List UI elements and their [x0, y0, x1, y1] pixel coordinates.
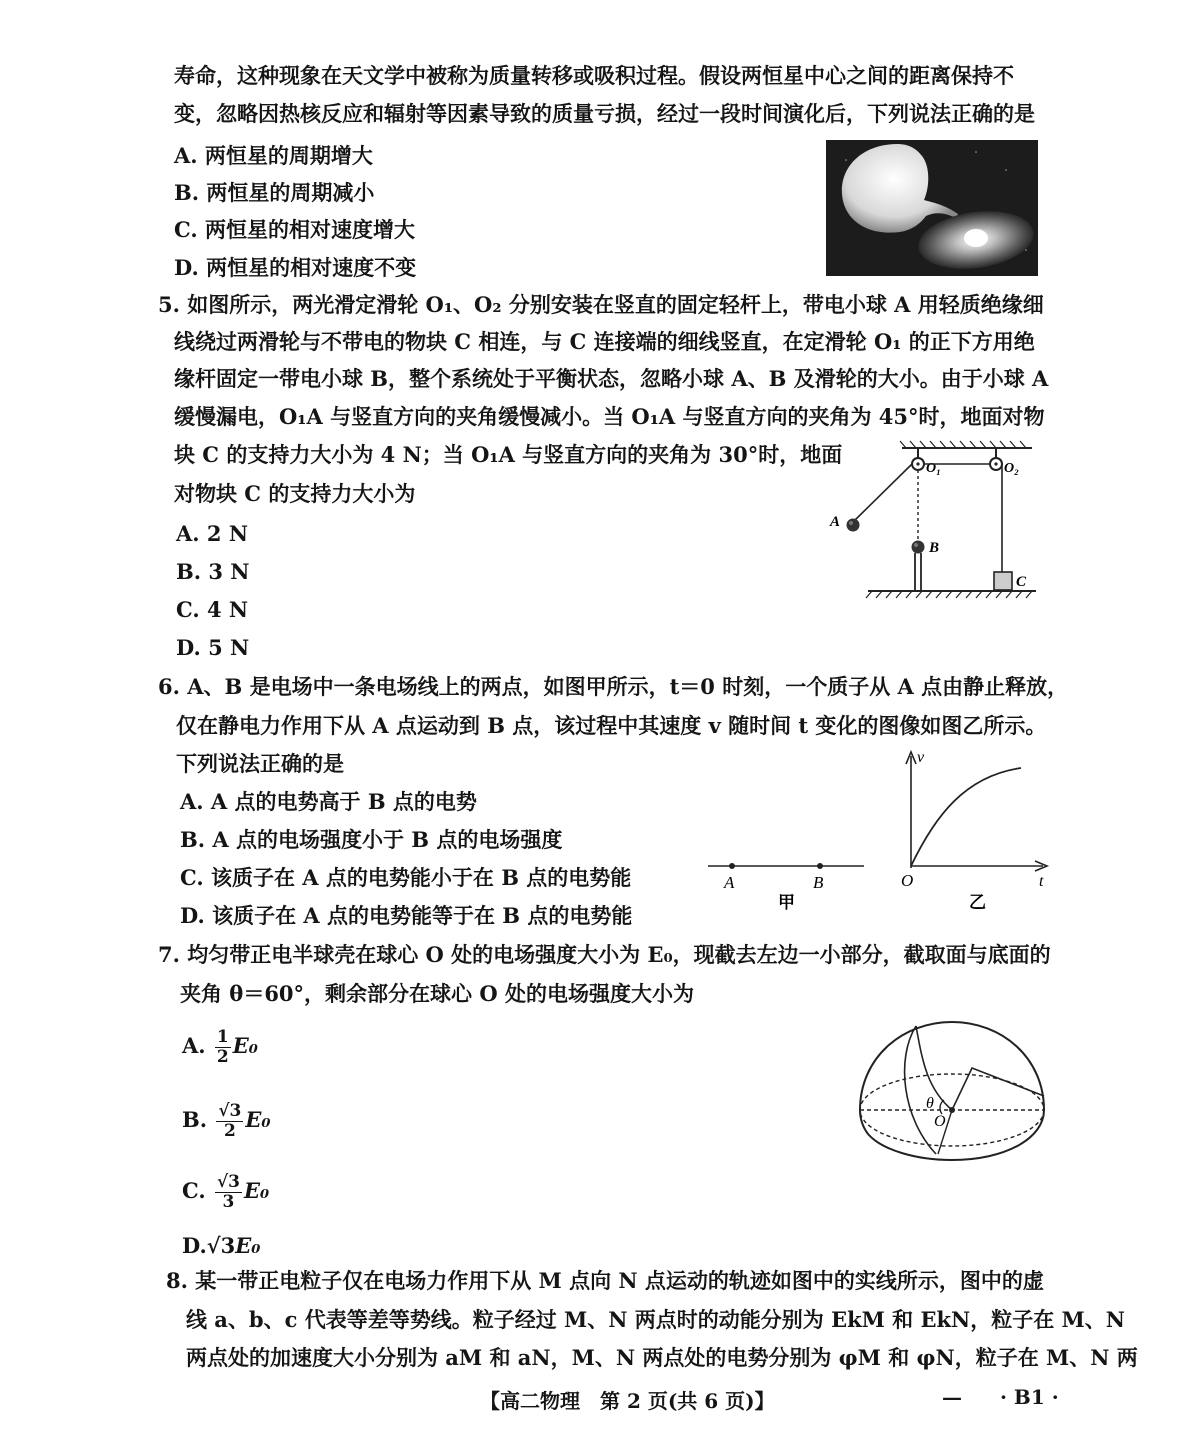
q5-option-c: C. 4 N	[176, 597, 249, 622]
q7-option-b: B. $\frac{√3}{2}$ E₀	[182, 1101, 271, 1141]
q5-stem-line-1: 5. 如图所示，两光滑定滑轮 O₁、O₂ 分别安装在竖直的固定轻杆上，带电小球 A 用轻质绝缘细	[158, 292, 1044, 317]
ball-b	[912, 541, 925, 554]
q6-stem-line-2: 仅在静电力作用下从 A 点运动到 B 点，该过程中其速度 v 随时间 t 变化的图像如图乙所示。	[176, 713, 1047, 738]
label-point-a: A	[724, 873, 735, 892]
label-b: B	[929, 540, 940, 556]
q4-stem-line-1: 寿命，这种现象在天文学中被称为质量转移或吸积过程。假设两恒星中心之间的距离保持不	[174, 63, 1014, 88]
q8-stem-line-1: 8. 某一带正电粒子仅在电场力作用下从 M 点向 N 点运动的轨迹如图中的实线所示，图中的虚	[166, 1268, 1044, 1293]
hemisphere-outline	[860, 1022, 1044, 1160]
q5-stem-line-4: 缓慢漏电，O₁A 与竖直方向的夹角缓慢减小。当 O₁A 与竖直方向的夹角为 45°时，地面对物	[174, 404, 1045, 429]
q6-stem-line-1: 6. A、B 是电场中一条电场线上的两点，如图甲所示，t＝0 时刻，一个质子从 A 点由静止释放，	[158, 674, 1069, 699]
page-footer: 【高二物理 第 2 页(共 6 页)】	[480, 1389, 775, 1413]
q5-stem-line-5: 块 C 的支持力大小为 4 N；当 O₁A 与竖直方向的夹角为 30°时，地面	[174, 442, 843, 467]
label-c: C	[1016, 574, 1027, 590]
q8-stem-line-2: 线 a、b、c 代表等差等势线。粒子经过 M、N 两点时的动能分别为 EkM 和 EkN，粒子在 M、N	[186, 1307, 1125, 1332]
label-o2: O₂	[1004, 461, 1019, 476]
ball-a	[847, 519, 860, 532]
footer-code: · B1 ·	[1000, 1385, 1059, 1409]
q7-stem-line-2: 夹角 θ＝60°，剩余部分在球心 O 处的电场强度大小为	[180, 981, 694, 1006]
binary-star-image	[826, 140, 1038, 276]
caption-jia: 甲	[778, 893, 795, 912]
center-o	[949, 1107, 955, 1113]
label-a: A	[830, 514, 841, 530]
q5-stem-line-3: 缘杆固定一带电小球 B，整个系统处于平衡状态，忽略小球 A、B 及滑轮的大小。由于小球 A	[174, 366, 1049, 391]
q4-option-b: B. 两恒星的周期减小	[174, 180, 375, 205]
hemisphere-figure	[856, 1018, 1048, 1168]
center-label: O	[934, 1113, 946, 1130]
q6-option-d: D. 该质子在 A 点的电势能等于在 B 点的电势能	[180, 903, 633, 928]
vt-graph-figure	[895, 746, 1055, 916]
label-o1: O₁	[926, 461, 941, 476]
q5-option-b: B. 3 N	[176, 559, 250, 584]
field-line-figure	[704, 850, 874, 920]
q4-option-c: C. 两恒星的相对速度增大	[174, 217, 415, 242]
q6-option-a: A. A 点的电势高于 B 点的电势	[180, 789, 477, 814]
q4-stem-line-2: 变，忽略因热核反应和辐射等因素导致的质量亏损，经过一段时间演化后，下列说法正确的是	[174, 101, 1035, 126]
origin-label: O	[901, 871, 914, 890]
q8-stem-line-3: 两点处的加速度大小分别为 aM 和 aN，M、N 两点处的电势分别为 φM 和 φN，粒子在 M、N 两	[186, 1345, 1138, 1370]
pulley-figure	[820, 440, 1045, 605]
q6-option-b: B. A 点的电场强度小于 B 点的电场强度	[180, 827, 563, 852]
point-b	[817, 863, 823, 869]
q7-option-d: D.√3E₀	[182, 1233, 261, 1258]
q6-stem-line-3: 下列说法正确的是	[176, 751, 344, 776]
q7-option-c: C. $\frac{√3}{3}$ E₀	[182, 1172, 270, 1212]
q4-option-a: A. 两恒星的周期增大	[174, 143, 373, 168]
q5-option-d: D. 5 N	[176, 635, 250, 660]
q5-option-a: A. 2 N	[176, 521, 249, 546]
q5-stem-line-6: 对物块 C 的支持力大小为	[174, 481, 416, 506]
q7-option-a: A. $\frac{1}{2}$ E₀	[182, 1027, 258, 1067]
velocity-curve	[911, 768, 1021, 866]
theta-label: θ	[926, 1095, 934, 1112]
axis-v-label: v	[917, 749, 925, 766]
caption-yi: 乙	[969, 893, 986, 912]
q7-stem-line-1: 7. 均匀带正电半球壳在球心 O 处的电场强度大小为 E₀，现截去左边一小部分，截取面与底面的	[158, 942, 1051, 967]
axis-t-label: t	[1039, 873, 1044, 890]
q6-option-c: C. 该质子在 A 点的电势能小于在 B 点的电势能	[180, 865, 632, 890]
label-point-b: B	[813, 873, 824, 892]
point-a	[729, 863, 735, 869]
block-c	[994, 572, 1012, 590]
q4-option-d: D. 两恒星的相对速度不变	[174, 255, 417, 280]
q5-stem-line-2: 线绕过两滑轮与不带电的物块 C 相连，与 C 连接端的细线竖直，在定滑轮 O₁ 的正下方用绝	[174, 329, 1035, 354]
footer-dash: —	[942, 1385, 962, 1409]
